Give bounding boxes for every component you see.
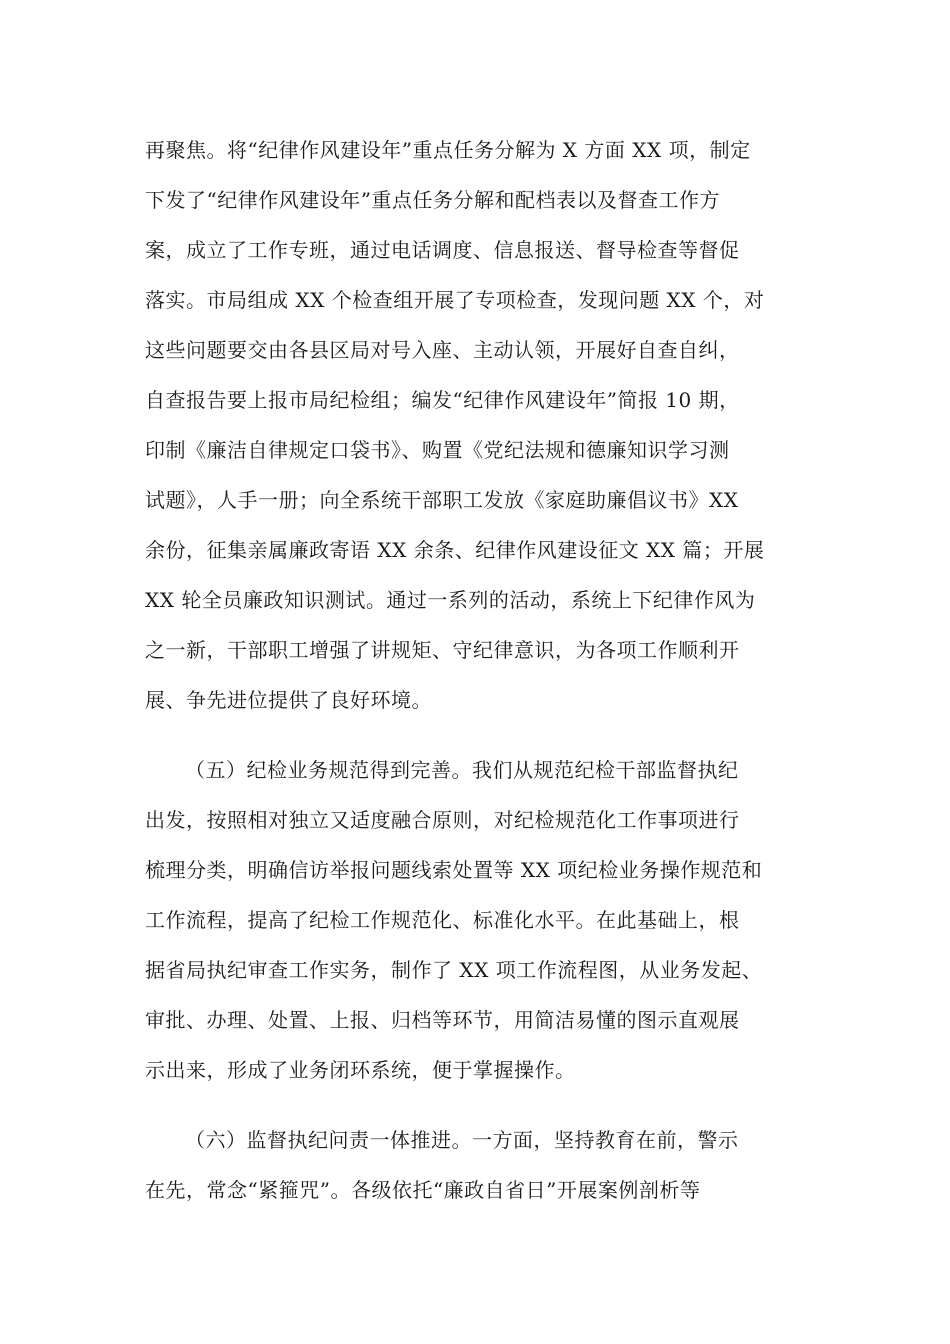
paragraph-continuation <box>145 125 815 725</box>
section-heading-line: （六）监督执纪问责一体推进。一方面，坚持教育在前，警示 <box>185 1128 739 1152</box>
text-line: 余份，征集亲属廉政寄语 XX 余条、纪律作风建设征文 XX 篇；开展 <box>145 538 765 562</box>
text-line: 下发了“纪律作风建设年”重点任务分解和配档表以及督查工作方 <box>145 188 720 212</box>
text-line: 自查报告要上报市局纪检组；编发“纪律作风建设年”简报 10 期， <box>145 388 740 412</box>
paragraph-section-six <box>145 1115 815 1215</box>
text-line: XX 轮全员廉政知识测试。通过一系列的活动，系统上下纪律作风为 <box>145 588 756 612</box>
paragraph-section-five <box>145 745 815 1095</box>
text-line: 示出来，形成了业务闭环系统，便于掌握操作。 <box>145 1058 576 1082</box>
text-line: 案，成立了工作专班，通过电话调度、信息报送、督导检查等督促 <box>145 238 740 262</box>
text-line: 梳理分类，明确信访举报问题线索处置等 XX 项纪检业务操作规范和 <box>145 858 763 882</box>
text-line: 再聚焦。将“纪律作风建设年”重点任务分解为 X 方面 XX 项，制定 <box>145 138 751 162</box>
text-line: 之一新，干部职工增强了讲规矩、守纪律意识，为各项工作顺利开 <box>145 638 740 662</box>
text-line: 印制《廉洁自律规定口袋书》、购置《党纪法规和德廉知识学习测 <box>145 438 730 462</box>
text-line: 展、争先进位提供了良好环境。 <box>145 688 432 712</box>
text-line: 审批、办理、处置、上报、归档等环节，用简洁易懂的图示直观展 <box>145 1008 740 1032</box>
text-line: 据省局执纪审查工作实务，制作了 XX 项工作流程图，从业务发起、 <box>145 958 763 982</box>
text-line: 这些问题要交由各县区局对号入座、主动认领，开展好自查自纠， <box>145 338 740 362</box>
text-line: 在先，常念“紧箍咒”。各级依托“廉政自省日”开展案例剖析等 <box>145 1178 701 1202</box>
text-line: 出发，按照相对独立又适度融合原则，对纪检规范化工作事项进行 <box>145 808 740 832</box>
text-line: 工作流程，提高了纪检工作规范化、标准化水平。在此基础上，根 <box>145 908 740 932</box>
section-heading-line: （五）纪检业务规范得到完善。我们从规范纪检干部监督执纪 <box>185 758 739 782</box>
text-line: 试题》，人手一册；向全系统干部职工发放《家庭助廉倡议书》XX <box>145 488 739 512</box>
text-line: 落实。市局组成 XX 个检查组开展了专项检查，发现问题 XX 个，对 <box>145 288 765 312</box>
